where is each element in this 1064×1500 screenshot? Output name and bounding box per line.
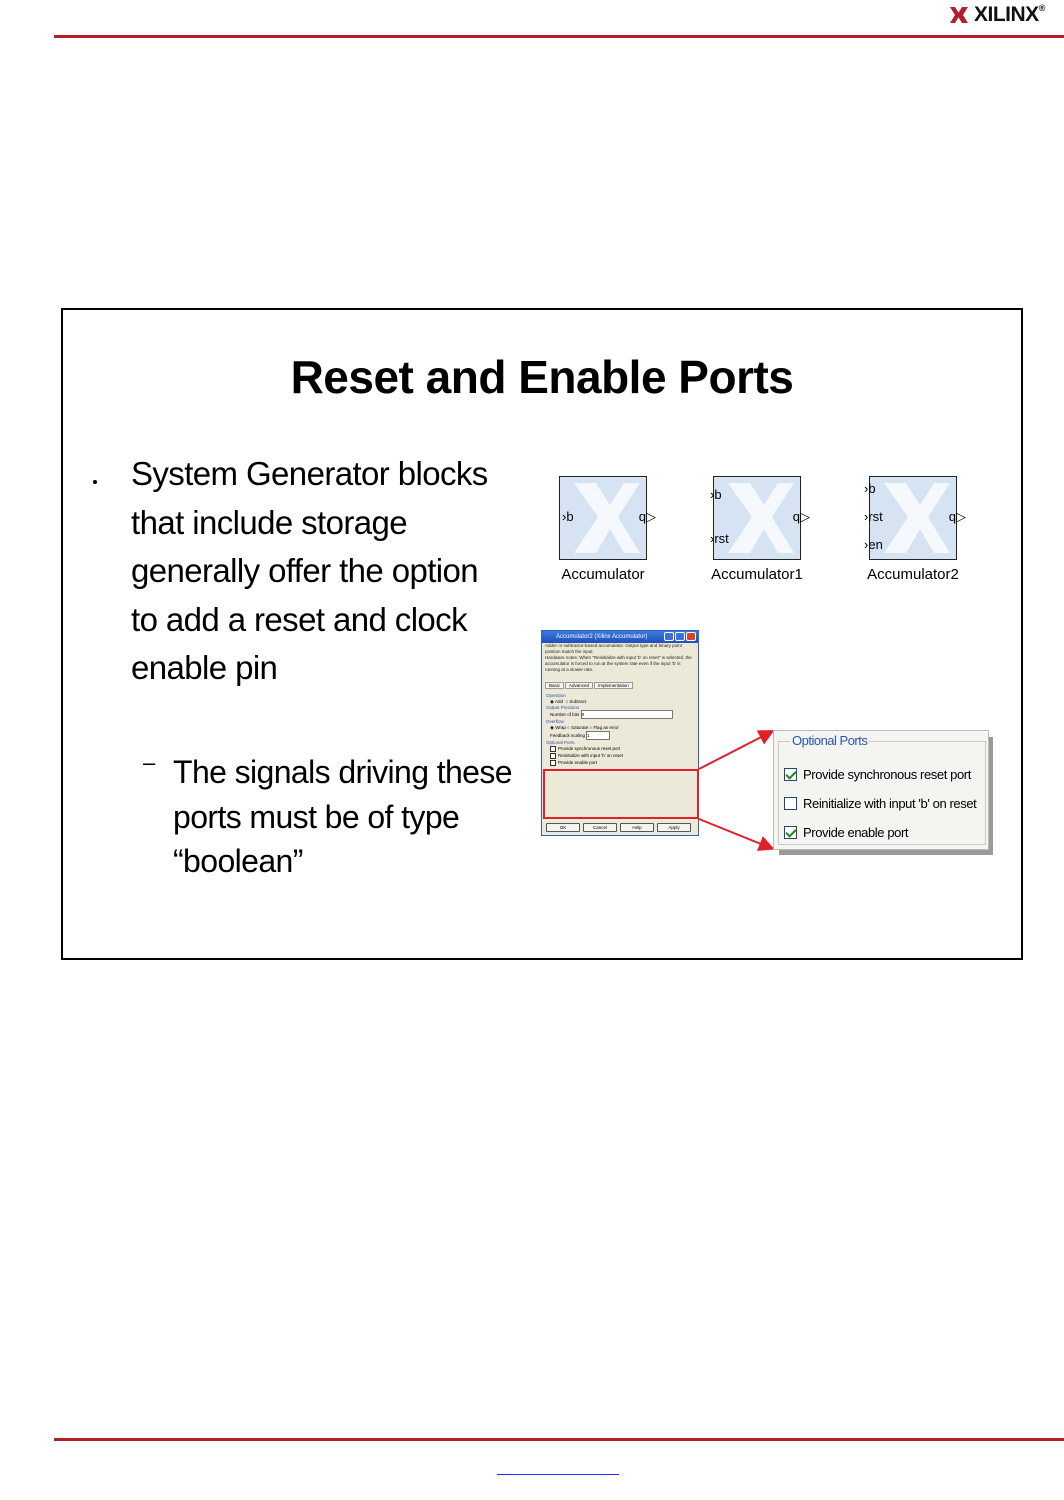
port-b: ›b (710, 487, 722, 502)
port-rst: ›rst (710, 531, 729, 546)
accumulator-label: Accumulator (561, 566, 645, 583)
dialog-hardware-notes: Hardware notes: When "Reinitialize with input 'b' on reset" is selected, the accumulator is forced to run at the system rate even if the input 'b' is running at a slower rate. (545, 655, 692, 672)
zoom-reinit-option[interactable]: Reinitialize with input 'b' on reset (784, 796, 976, 811)
callout-arrows (63, 310, 1021, 958)
dialog-title: Accumulator2 (Xilinx Accumulator) (556, 634, 648, 640)
slide-frame (61, 308, 1023, 960)
footer-rule (54, 1438, 1064, 1441)
port-q: q▷ (792, 509, 810, 524)
feedback-select[interactable]: Feedback scaling 1 (542, 731, 698, 740)
xilinx-mark-icon (948, 4, 970, 26)
zoom-enable-option[interactable]: Provide enable port (784, 825, 908, 840)
checkbox-checked-icon[interactable] (784, 826, 797, 839)
help-button[interactable]: Help (620, 823, 654, 832)
overflow-label: Overflow (546, 719, 564, 724)
tab-advanced[interactable]: Advanced (565, 682, 593, 689)
opt-reinit-checkbox[interactable]: Reinitialize with input 'b' on reset (542, 752, 698, 759)
tab-implementation[interactable]: Implementation (594, 682, 633, 689)
sub-bullet-marker: – (143, 750, 156, 775)
logo-text: XILINX® (974, 3, 1045, 26)
footer-link[interactable] (497, 1473, 619, 1475)
slide-title: Reset and Enable Ports (290, 351, 794, 403)
dialog-description: Adder or subtractor-based accumulator. Output type and binary point position match the input. (545, 643, 682, 654)
cancel-button[interactable]: Cancel (583, 823, 617, 832)
sub-bullet-text: The signals driving these ports must be of type “boolean” (173, 754, 512, 879)
port-en: ›en (864, 537, 883, 552)
zoom-reset-option[interactable]: Provide synchronous reset port (784, 767, 971, 782)
opt-enable-checkbox[interactable]: Provide enable port (542, 759, 698, 766)
checkbox-unchecked-icon[interactable] (784, 797, 797, 810)
port-b: ›b (864, 481, 876, 496)
opt-reset-checkbox[interactable]: Provide synchronous reset port (542, 745, 698, 752)
xilinx-logo (948, 2, 1060, 28)
ok-button[interactable]: OK (546, 823, 580, 832)
apply-button[interactable]: Apply (657, 823, 691, 832)
optional-ports-label: Optional Ports (546, 740, 575, 745)
optional-ports-zoom (773, 730, 989, 850)
tab-basic[interactable]: Basic (545, 682, 564, 689)
optional-ports-legend: Optional Ports (792, 733, 868, 748)
accumulator1-label: Accumulator1 (711, 566, 803, 583)
operation-options: ◉ Add ○ Subtract (550, 699, 587, 704)
port-rst: ›rst (864, 509, 883, 524)
bits-field[interactable]: Number of bits 8 (542, 710, 698, 719)
port-b: ›b (562, 509, 574, 524)
precision-label: Output Precision (546, 705, 580, 710)
operation-label: Operation (546, 693, 566, 698)
bullet-text: System Generator blocks that include storage generally offer the option to add a reset and clock enable pin (131, 455, 488, 686)
checkbox-checked-icon[interactable] (784, 768, 797, 781)
overflow-options: ◉ Wrap ○ Saturate ○ Flag as error (550, 725, 619, 730)
port-q: q▷ (638, 509, 656, 524)
header-rule (54, 35, 1064, 38)
accumulator2-label: Accumulator2 (867, 566, 959, 583)
port-q: q▷ (948, 509, 966, 524)
